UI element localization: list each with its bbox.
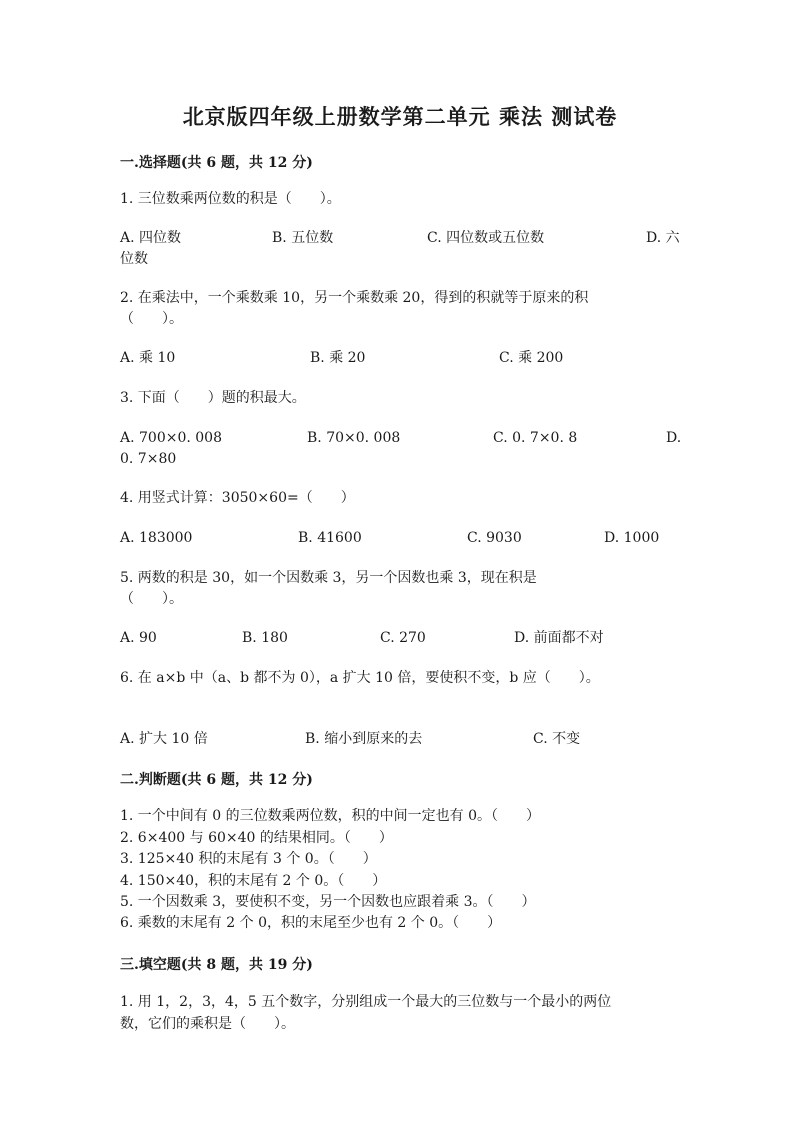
judge-item: 2. 6×400 与 60×40 的结果相同。（ ） — [120, 830, 393, 846]
choice-q3-option-d-wrap: 0. 7×80 — [120, 451, 177, 467]
section-heading-judge: 二.判断题(共 6 题，共 12 分) — [120, 772, 313, 788]
section-heading-choice: 一.选择题(共 6 题，共 12 分) — [120, 155, 313, 171]
page-title: 北京版四年级上册数学第二单元 乘法 测试卷 — [182, 104, 618, 129]
choice-q4-option-d: D. 1000 — [604, 530, 660, 546]
choice-q2-text-wrap: （ ）。 — [120, 311, 183, 327]
choice-q3-option-a: A. 700×0. 008 — [120, 430, 222, 446]
choice-q1-option-b: B. 五位数 — [272, 230, 334, 246]
choice-q4-text: 4. 用竖式计算：3050×60=（ ） — [120, 490, 355, 506]
judge-item: 3. 125×40 积的末尾有 3 个 0。（ ） — [120, 851, 377, 867]
choice-q5-option-b: B. 180 — [242, 630, 288, 646]
choice-q6-option-a: A. 扩大 10 倍 — [120, 731, 208, 747]
choice-q2-option-b: B. 乘 20 — [310, 350, 366, 366]
section-heading-fill: 三.填空题(共 8 题，共 19 分) — [120, 957, 313, 973]
choice-q1-option-d-wrap: 位数 — [120, 251, 148, 267]
judge-item: 5. 一个因数乘 3，要使积不变，另一个因数也应跟着乘 3。（ ） — [120, 894, 536, 910]
choice-q3-option-c: C. 0. 7×0. 8 — [493, 430, 578, 446]
choice-q1-option-c: C. 四位数或五位数 — [427, 230, 545, 246]
choice-q1-text: 1. 三位数乘两位数的积是（ ）。 — [120, 191, 341, 207]
choice-q3-option-d: D. — [666, 430, 682, 446]
choice-q6-option-b: B. 缩小到原来的去 — [305, 731, 423, 747]
choice-q3-option-b: B. 70×0. 008 — [307, 430, 401, 446]
choice-q5-option-d: D. 前面都不对 — [514, 630, 604, 646]
judge-item: 1. 一个中间有 0 的三位数乘两位数，积的中间一定也有 0。（ ） — [120, 808, 540, 824]
choice-q5-text: 5. 两数的积是 30，如一个因数乘 3，另一个因数也乘 3，现在积是 — [120, 570, 537, 586]
choice-q1-option-a: A. 四位数 — [120, 230, 182, 246]
choice-q4-option-a: A. 183000 — [120, 530, 193, 546]
choice-q2-option-a: A. 乘 10 — [120, 350, 176, 366]
choice-q3-text: 3. 下面（ ）题的积最大。 — [120, 390, 306, 406]
choice-q5-option-a: A. 90 — [120, 630, 157, 646]
choice-q2-text: 2. 在乘法中，一个乘数乘 10，另一个乘数乘 20，得到的积就等于原来的积 — [120, 290, 589, 306]
judge-item: 6. 乘数的末尾有 2 个 0，积的末尾至少也有 2 个 0。（ ） — [120, 915, 502, 931]
choice-q1-option-d: D. 六 — [646, 230, 680, 246]
choice-q5-text-wrap: （ ）。 — [120, 591, 183, 607]
choice-q6-text: 6. 在 a×b 中（a、b 都不为 0），a 扩大 10 倍，要使积不变，b 应（ ）。 — [120, 670, 600, 686]
choice-q5-option-c: C. 270 — [380, 630, 426, 646]
choice-q4-option-c: C. 9030 — [467, 530, 522, 546]
fill-q1-text-wrap: 数，它们的乘积是（ ）。 — [120, 1016, 295, 1032]
choice-q6-option-c: C. 不变 — [533, 731, 581, 747]
choice-q2-option-c: C. 乘 200 — [499, 350, 564, 366]
fill-q1-text: 1. 用 1，2，3，4，5 五个数字，分别组成一个最大的三位数与一个最小的两位 — [120, 994, 612, 1010]
choice-q4-option-b: B. 41600 — [298, 530, 362, 546]
judge-item: 4. 150×40，积的末尾有 2 个 0。（ ） — [120, 873, 387, 889]
